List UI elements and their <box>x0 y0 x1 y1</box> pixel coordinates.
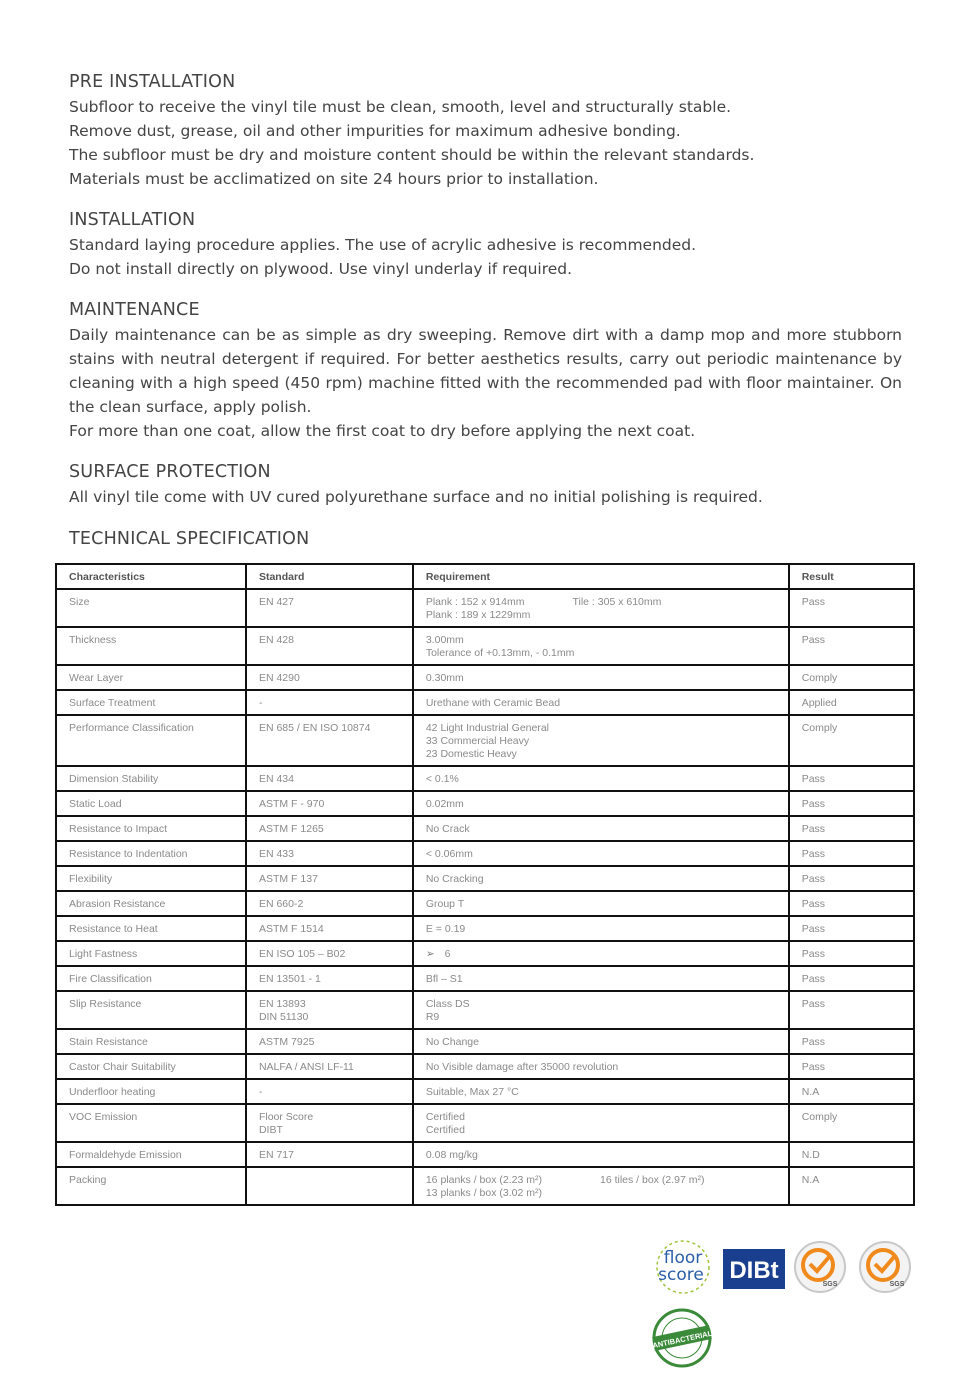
arrow-bullet-icon: ➢ <box>425 948 435 960</box>
characteristic-cell: Fire Classification <box>56 966 246 991</box>
text-line: The subfloor must be dry and moisture content should be within the relevant standards. <box>69 146 755 164</box>
requirement-line <box>426 848 776 861</box>
requirement-line <box>426 596 776 609</box>
installation-section <box>69 210 902 281</box>
text-line: Standard laying procedure applies. The use of acrylic adhesive is recommended. <box>69 236 697 254</box>
table-row <box>56 916 914 941</box>
requirement-line <box>426 1061 776 1074</box>
requirement-extra: Tile : 305 x 610mm <box>572 596 662 608</box>
sgs-iso-logo-2 <box>857 1239 913 1295</box>
characteristic-cell: Resistance to Impact <box>56 816 246 841</box>
sgs-iso-logo-1 <box>793 1239 847 1295</box>
standard-line: DIBT <box>258 1124 283 1136</box>
characteristic-cell: Abrasion Resistance <box>56 891 246 916</box>
characteristic-cell: Underfloor heating <box>56 1079 246 1104</box>
standard-line: ASTM F 137 <box>258 873 318 885</box>
requirement-text: < 0.06mm <box>425 848 473 860</box>
table-row <box>56 866 914 891</box>
requirement-cell <box>413 1029 789 1054</box>
section-heading: TECHNICAL SPECIFICATION <box>69 529 310 549</box>
requirement-line <box>426 898 776 911</box>
requirement-text: 0.02mm <box>425 798 464 810</box>
standard-cell <box>246 966 413 991</box>
requirement-cell <box>413 816 789 841</box>
maintenance-section <box>69 300 902 443</box>
result-cell: Pass <box>789 916 914 941</box>
table-row <box>56 766 914 791</box>
characteristic-cell: Performance Classification <box>56 715 246 766</box>
standard-line: EN 717 <box>258 1149 294 1161</box>
characteristic-cell: Slip Resistance <box>56 991 246 1029</box>
requirement-line <box>426 823 776 836</box>
characteristic-cell: Castor Chair Suitability <box>56 1054 246 1079</box>
table-row <box>56 1104 914 1142</box>
result-cell: Comply <box>789 665 914 690</box>
requirement-text: Certified <box>425 1124 465 1136</box>
standard-line: EN 433 <box>258 848 294 860</box>
requirement-cell <box>413 1142 789 1167</box>
standard-line: Floor Score <box>258 1111 314 1123</box>
result-cell: Pass <box>789 791 914 816</box>
characteristic-cell: Thickness <box>56 627 246 665</box>
requirement-cell <box>413 715 789 766</box>
requirement-line <box>426 672 776 685</box>
requirement-line <box>426 609 776 622</box>
requirement-line <box>426 773 776 786</box>
standard-line: EN ISO 105 – B02 <box>258 948 346 960</box>
standard-cell <box>246 916 413 941</box>
result-cell: Pass <box>789 866 914 891</box>
standard-cell <box>246 941 413 966</box>
table-row <box>56 791 914 816</box>
characteristic-cell: Resistance to Indentation <box>56 841 246 866</box>
column-header: Result <box>789 564 914 589</box>
table-row <box>56 1167 914 1205</box>
result-cell: Pass <box>789 627 914 665</box>
table-row <box>56 841 914 866</box>
result-cell: Comply <box>789 1104 914 1142</box>
standard-cell <box>246 791 413 816</box>
result-cell: Pass <box>789 766 914 791</box>
result-cell: Pass <box>789 941 914 966</box>
standard-cell <box>246 766 413 791</box>
characteristic-cell: Resistance to Heat <box>56 916 246 941</box>
standard-line: EN 685 / EN ISO 10874 <box>258 722 371 734</box>
standard-line: EN 434 <box>258 773 294 785</box>
requirement-text: 23 Domestic Heavy <box>425 748 517 760</box>
text-line: Do not install directly on plywood. Use vinyl underlay if required. <box>69 260 573 278</box>
characteristic-cell: Stain Resistance <box>56 1029 246 1054</box>
standard-cell <box>246 1054 413 1079</box>
text-line: Remove dust, grease, oil and other impurities for maximum adhesive bonding. <box>69 122 681 140</box>
spec-table <box>55 563 915 1206</box>
requirement-line <box>426 634 776 647</box>
requirement-line <box>426 735 776 748</box>
requirement-line <box>426 998 776 1011</box>
standard-cell <box>246 866 413 891</box>
standard-line: EN 13501 - 1 <box>258 973 321 985</box>
requirement-cell <box>413 841 789 866</box>
requirement-cell <box>413 941 789 966</box>
table-row <box>56 1142 914 1167</box>
requirement-text: Class DS <box>425 998 470 1010</box>
characteristic-cell: Static Load <box>56 791 246 816</box>
standard-cell <box>246 665 413 690</box>
text-line: Subfloor to receive the vinyl tile must be clean, smooth, level and structurally stable. <box>69 98 732 116</box>
spec-table-body <box>56 589 914 1205</box>
table-row <box>56 1029 914 1054</box>
requirement-line <box>426 1036 776 1049</box>
floorscore-bottom-text: score <box>658 1265 704 1285</box>
section-heading: SURFACE PROTECTION <box>69 462 271 482</box>
standard-cell <box>246 1029 413 1054</box>
result-cell: Pass <box>789 991 914 1029</box>
requirement-line <box>426 722 776 735</box>
certification-logos <box>645 1235 925 1375</box>
requirement-line <box>426 697 776 710</box>
characteristic-cell: Flexibility <box>56 866 246 891</box>
requirement-line <box>426 948 776 961</box>
text-paragraph: Daily maintenance can be as simple as dry sweeping. Remove dirt with a damp mop and more stubborn stains with neutral detergent if required. For better aesthetics results, carry out periodic maintenance by cleaning with a high speed (450 rpm) machine fitted with the recommended pad with floor maintainer. On the clean surface, apply polish. <box>69 326 902 416</box>
column-header: Requirement <box>413 564 789 589</box>
characteristic-cell: Packing <box>56 1167 246 1205</box>
standard-line: EN 427 <box>258 596 294 608</box>
result-cell: N.A <box>789 1079 914 1104</box>
sgs-text: SGS <box>889 1281 905 1288</box>
standard-cell <box>246 715 413 766</box>
requirement-text: E = 0.19 <box>425 923 466 935</box>
result-cell: Pass <box>789 589 914 627</box>
requirement-line <box>426 973 776 986</box>
requirement-cell <box>413 1054 789 1079</box>
requirement-text: No Cracking <box>425 873 484 885</box>
table-row <box>56 816 914 841</box>
requirement-text: 42 Light Industrial General <box>425 722 550 734</box>
requirement-line <box>426 798 776 811</box>
requirement-line <box>426 1187 776 1200</box>
section-heading: PRE INSTALLATION <box>69 72 236 92</box>
table-row <box>56 627 914 665</box>
requirement-cell <box>413 966 789 991</box>
characteristic-cell: Dimension Stability <box>56 766 246 791</box>
requirement-cell <box>413 991 789 1029</box>
requirement-text: 33 Commercial Heavy <box>425 735 530 747</box>
standard-line: ASTM F 1514 <box>258 923 324 935</box>
text-line: Materials must be acclimatized on site 24 hours prior to installation. <box>69 170 599 188</box>
requirement-cell <box>413 589 789 627</box>
requirement-text: 0.08 mg/kg <box>425 1149 478 1161</box>
characteristic-cell: Light Fastness <box>56 941 246 966</box>
result-cell: Applied <box>789 690 914 715</box>
table-row <box>56 1054 914 1079</box>
requirement-line <box>426 1174 776 1187</box>
floorscore-logo <box>647 1239 719 1295</box>
table-row <box>56 715 914 766</box>
standard-cell <box>246 991 413 1029</box>
requirement-text: < 0.1% <box>425 773 459 785</box>
result-cell: Comply <box>789 715 914 766</box>
requirement-line <box>426 923 776 936</box>
requirement-text: Urethane with Ceramic Bead <box>425 697 561 709</box>
requirement-cell <box>413 791 789 816</box>
antibacterial-logo <box>649 1307 715 1369</box>
requirement-text: Certified <box>425 1111 465 1123</box>
requirement-text: Bfl – S1 <box>425 973 463 985</box>
standard-cell <box>246 841 413 866</box>
requirement-line <box>426 1124 776 1137</box>
standard-cell <box>246 1167 413 1205</box>
standard-cell <box>246 589 413 627</box>
standard-cell <box>246 1104 413 1142</box>
requirement-text: Group T <box>425 898 465 910</box>
result-cell: N.A <box>789 1167 914 1205</box>
result-cell: Pass <box>789 966 914 991</box>
requirement-cell <box>413 1167 789 1205</box>
requirement-cell <box>413 916 789 941</box>
standard-cell <box>246 1079 413 1104</box>
antibacterial-text: ANTIBACTERIAL <box>651 1328 713 1351</box>
requirement-line <box>426 1011 776 1024</box>
requirement-cell <box>413 627 789 665</box>
result-cell: Pass <box>789 841 914 866</box>
characteristic-cell: VOC Emission <box>56 1104 246 1142</box>
requirement-cell <box>413 866 789 891</box>
column-header: Characteristics <box>56 564 246 589</box>
table-header-row <box>56 564 914 589</box>
table-row <box>56 1079 914 1104</box>
dibt-text: DIBt <box>729 1257 779 1284</box>
requirement-cell <box>413 891 789 916</box>
requirement-text: Plank : 189 x 1229mm <box>425 609 531 621</box>
standard-cell <box>246 1142 413 1167</box>
table-row <box>56 690 914 715</box>
requirement-line <box>426 1086 776 1099</box>
characteristic-cell: Surface Treatment <box>56 690 246 715</box>
requirement-text: No Crack <box>425 823 470 835</box>
technical-specification-section <box>69 529 902 552</box>
characteristic-cell: Wear Layer <box>56 665 246 690</box>
requirement-line <box>426 647 776 660</box>
section-heading: MAINTENANCE <box>69 300 200 320</box>
requirement-text: No Visible damage after 35000 revolution <box>425 1061 619 1073</box>
requirement-text: Plank : 152 x 914mm <box>425 596 525 608</box>
requirement-cell <box>413 1104 789 1142</box>
requirement-text: 3.00mm <box>425 634 464 646</box>
requirement-text: No Change <box>425 1036 479 1048</box>
table-row <box>56 891 914 916</box>
requirement-line <box>426 748 776 761</box>
floorscore-top-text: floor <box>663 1248 703 1268</box>
requirement-text: 13 planks / box (3.02 m²) <box>425 1187 542 1199</box>
section-heading: INSTALLATION <box>69 210 196 230</box>
requirement-text: Suitable, Max 27 °C <box>425 1086 519 1098</box>
requirement-extra: 16 tiles / box (2.97 m²) <box>599 1174 705 1186</box>
standard-cell <box>246 627 413 665</box>
requirement-cell <box>413 665 789 690</box>
standard-line: NALFA / ANSI LF-11 <box>258 1061 354 1073</box>
result-cell: Pass <box>789 1054 914 1079</box>
requirement-text: R9 <box>425 1011 440 1023</box>
requirement-line <box>426 1149 776 1162</box>
pre-installation-section <box>69 72 902 191</box>
standard-line: - <box>258 1086 263 1098</box>
table-row <box>56 991 914 1029</box>
requirement-text: 0.30mm <box>425 672 464 684</box>
column-header: Standard <box>246 564 413 589</box>
sgs-text: SGS <box>822 1281 838 1288</box>
standard-line: DIN 51130 <box>258 1011 309 1023</box>
table-row <box>56 966 914 991</box>
table-row <box>56 665 914 690</box>
requirement-line <box>426 873 776 886</box>
result-cell: Pass <box>789 891 914 916</box>
standard-line: ASTM F - 970 <box>258 798 325 810</box>
standard-line: EN 660-2 <box>258 898 304 910</box>
table-row <box>56 589 914 627</box>
characteristic-cell: Formaldehyde Emission <box>56 1142 246 1167</box>
standard-line: - <box>258 697 263 709</box>
dibt-logo <box>723 1249 785 1289</box>
surface-protection-section <box>69 462 902 509</box>
standard-cell <box>246 690 413 715</box>
requirement-cell <box>413 690 789 715</box>
standard-line: EN 13893 <box>258 998 306 1010</box>
result-cell: Pass <box>789 1029 914 1054</box>
requirement-line <box>426 1111 776 1124</box>
standard-cell <box>246 816 413 841</box>
standard-cell <box>246 891 413 916</box>
text-line: For more than one coat, allow the first coat to dry before applying the next coat. <box>69 422 696 440</box>
requirement-cell <box>413 766 789 791</box>
characteristic-cell: Size <box>56 589 246 627</box>
standard-line: EN 428 <box>258 634 294 646</box>
standard-line: EN 4290 <box>258 672 300 684</box>
result-cell: Pass <box>789 816 914 841</box>
text-line: All vinyl tile come with UV cured polyurethane surface and no initial polishing is required. <box>69 488 763 506</box>
result-cell: N.D <box>789 1142 914 1167</box>
requirement-text: 6 <box>444 948 451 960</box>
standard-line: ASTM 7925 <box>258 1036 315 1048</box>
requirement-cell <box>413 1079 789 1104</box>
standard-line: ASTM F 1265 <box>258 823 324 835</box>
table-row <box>56 941 914 966</box>
requirement-text: 16 planks / box (2.23 m²) <box>425 1174 542 1186</box>
requirement-text: Tolerance of +0.13mm, - 0.1mm <box>425 647 575 659</box>
